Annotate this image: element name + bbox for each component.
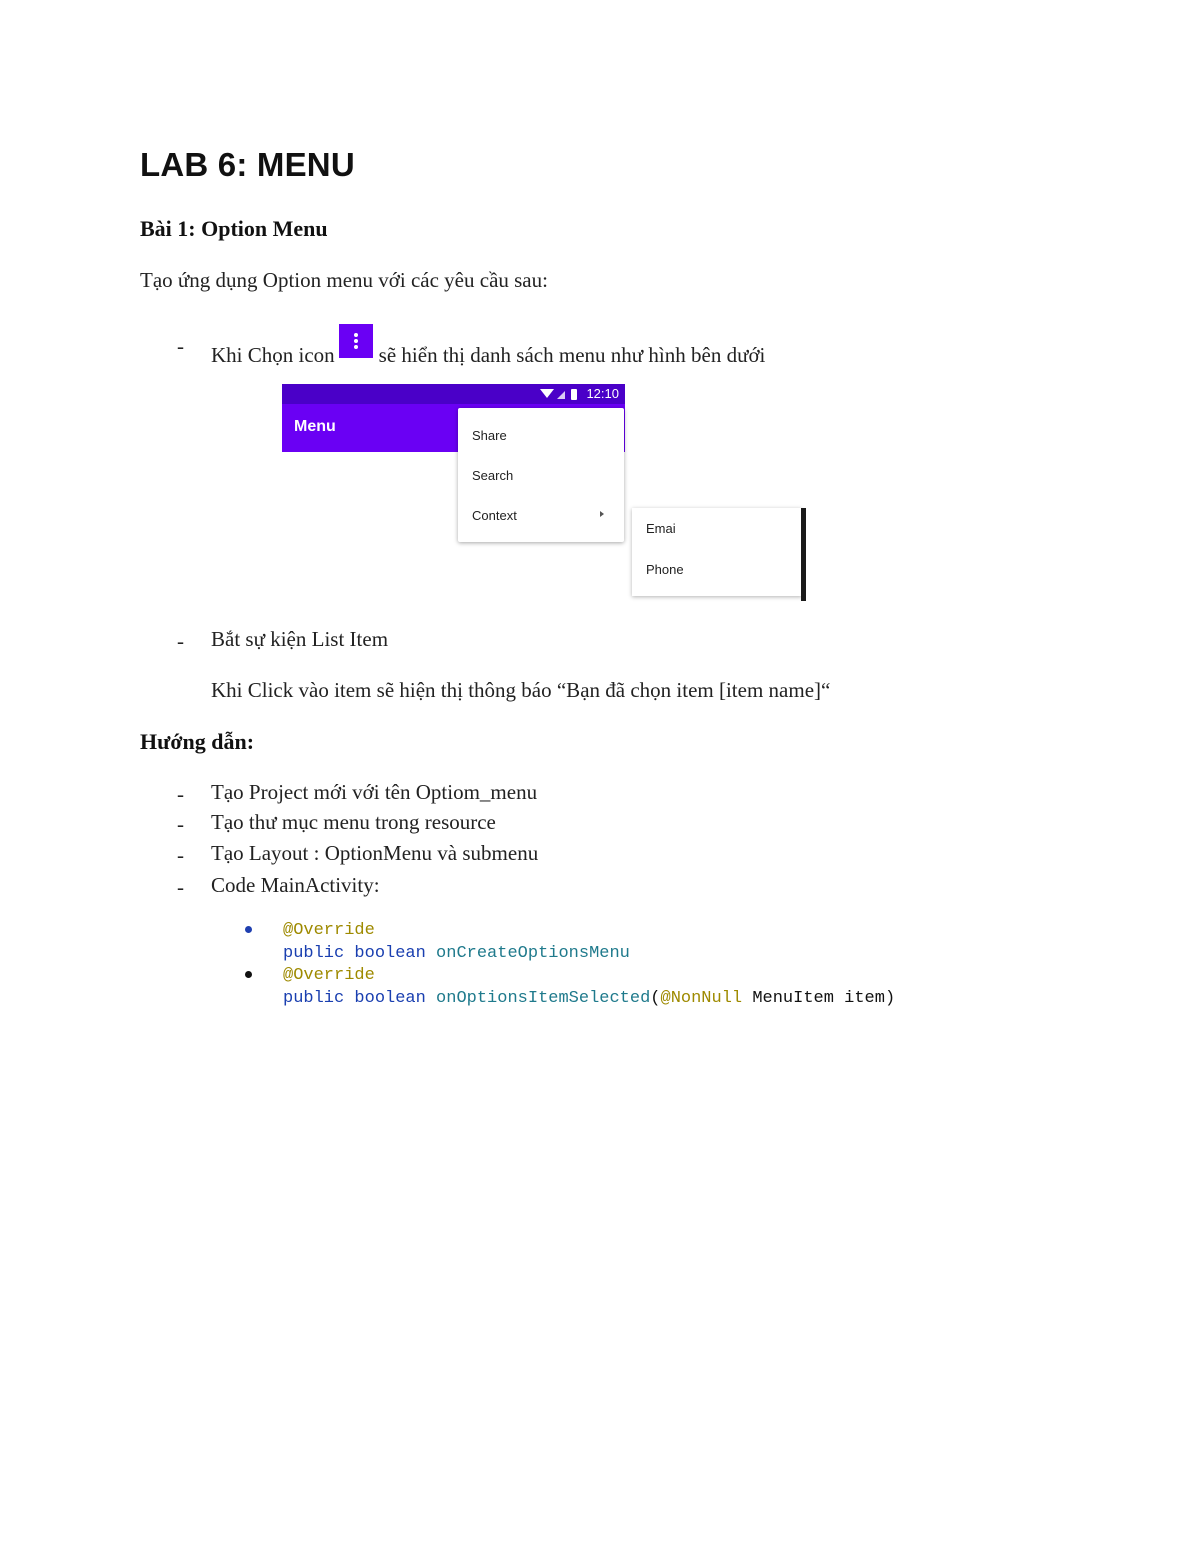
bullet-1-after: sẽ hiển thị danh sách menu như hình bên dưới bbox=[378, 343, 766, 367]
bullet-2-detail: Khi Click vào item sẽ hiện thị thông báo “Bạn đã chọn item [item name]“ bbox=[211, 678, 831, 702]
status-time: 12:10 bbox=[586, 386, 619, 401]
code-keyword: public bbox=[283, 989, 345, 1008]
code-line-2 bbox=[283, 944, 630, 963]
bullet-dash: - bbox=[177, 782, 184, 806]
code-paren: ( bbox=[650, 989, 661, 1008]
bullet-dash: - bbox=[177, 812, 184, 836]
code-annotation: @Override bbox=[283, 921, 375, 940]
code-annotation: @NonNull bbox=[660, 989, 743, 1008]
code-keyword: boolean bbox=[354, 944, 426, 963]
menu-screenshot bbox=[282, 384, 684, 602]
status-bar bbox=[282, 384, 625, 404]
code-keyword: public bbox=[283, 944, 345, 963]
menu-item-search[interactable]: Search bbox=[472, 468, 514, 483]
code-line-1 bbox=[283, 921, 375, 940]
more-vert-icon bbox=[339, 324, 373, 358]
guide-step-4: Code MainActivity: bbox=[211, 873, 380, 897]
bullet-dash: - bbox=[177, 334, 184, 358]
guide-step-1: Tạo Project mới với tên Optiom_menu bbox=[211, 780, 538, 804]
submenu-item-phone[interactable]: Phone bbox=[646, 562, 684, 577]
code-function: onOptionsItemSelected bbox=[436, 989, 651, 1008]
bullet-2: Bắt sự kiện List Item bbox=[211, 627, 389, 651]
code-params: MenuItem item) bbox=[742, 989, 896, 1008]
guide-step-3: Tạo Layout : OptionMenu và submenu bbox=[211, 841, 539, 865]
code-keyword: boolean bbox=[354, 989, 426, 1008]
code-bullet bbox=[245, 971, 252, 978]
bullet-1-before: Khi Chọn icon bbox=[211, 343, 335, 367]
submenu-popup bbox=[632, 508, 802, 596]
battery-icon bbox=[571, 389, 577, 400]
bullet-dash: - bbox=[177, 843, 184, 867]
code-annotation: @Override bbox=[283, 966, 375, 985]
code-line-3 bbox=[283, 966, 375, 985]
code-line-4 bbox=[283, 989, 895, 1008]
submenu-item-email[interactable]: Emai bbox=[646, 521, 676, 536]
wifi-icon bbox=[540, 389, 554, 398]
intro-text: Tạo ứng dụng Option menu với các yêu cầu sau: bbox=[140, 268, 548, 292]
menu-item-context[interactable]: Context bbox=[472, 508, 517, 523]
submenu-edge-bar bbox=[801, 508, 806, 601]
section-heading: Bài 1: Option Menu bbox=[140, 216, 328, 241]
guide-step-2: Tạo thư mục menu trong resource bbox=[211, 810, 496, 834]
submenu-arrow-icon bbox=[600, 511, 604, 517]
code-bullet bbox=[245, 926, 252, 933]
toolbar-title: Menu bbox=[294, 418, 336, 435]
page-title: LAB 6: MENU bbox=[140, 146, 355, 183]
signal-icon bbox=[557, 391, 565, 399]
menu-item-share[interactable]: Share bbox=[472, 428, 507, 443]
bullet-dash: - bbox=[177, 875, 184, 899]
code-function: onCreateOptionsMenu bbox=[436, 944, 630, 963]
bullet-dash: - bbox=[177, 629, 184, 653]
bullet-1 bbox=[211, 332, 765, 368]
guide-heading: Hướng dẫn: bbox=[140, 729, 255, 754]
options-menu-popup bbox=[458, 408, 624, 542]
